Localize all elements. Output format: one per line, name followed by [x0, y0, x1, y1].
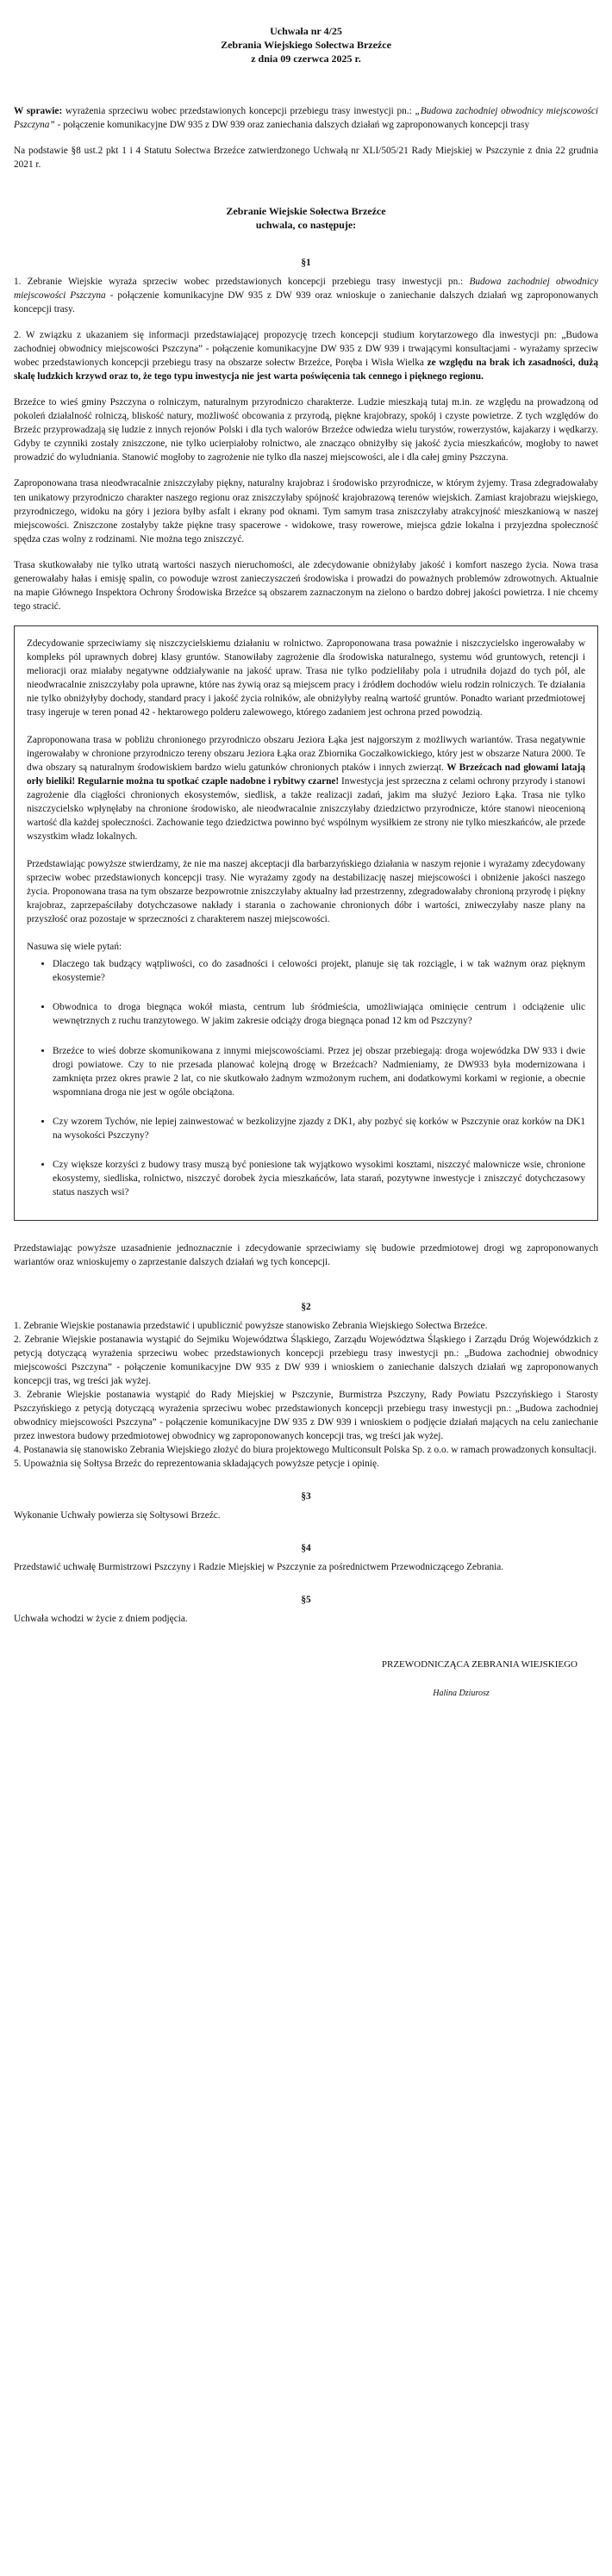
section-3-text: Wykonanie Uchwały powierza się Sołtysowi Brzeźc. — [14, 1510, 221, 1521]
subject-label: W sprawie: — [14, 105, 63, 116]
list-item: • Dlaczego tak budzący wątpliwości, co do zasadności i celowości projekt, planuje się tak rozciągle, i w tak ważnym oraz pięknym ekosystemie? — [53, 957, 585, 985]
section-3-mark: §3 — [301, 1491, 311, 1503]
section-2-items — [14, 1319, 598, 1471]
investment-name: „Budowa zachodniej obwodnicy miejscowości Pszczyna” — [14, 105, 598, 130]
legal-basis: Na podstawie §8 ust.2 pkt 1 i 4 Statutu Sołectwa Brzeźce zatwierdzonego Uchwałą nr XLI/505/21 Rady Miejskiej w Pszczynie z dnia 22 grudnia 2021 r. — [14, 145, 598, 170]
issuing-body: Zebrania Wiejskiego Sołectwa Brzeźce — [221, 39, 391, 52]
section-5-text: Uchwała wchodzi w życie z dniem podjęcia. — [14, 1614, 188, 1625]
resolution-date: z dnia 09 czerwca 2025 r. — [251, 53, 361, 65]
list-item: • Obwodnica to droga biegnąca wokół miasta, centrum lub śródmieścia, umożliwiająca ominięcie centrum i odciążenie ulic wewnętrznych z ruchu tranzytowego. W jakim zakresie odciąży droga biegnąca ponad 12 km od Pszczyny? — [53, 1000, 585, 1028]
s1-p2-text: 2. W związku z ukazaniem się informacji przedstawiającej propozycję trzech koncepcji studium korytarzowego dla inwestycji pn: „Budowa zachodniej obwodnicy miejscowości Pszczyna” - połączenie komunikacyjne DW 935 z DW 939 i trwającymi konsultacjami - wyrażamy sprzeciw wobec przedstawionych koncepcji przebiegu trasy na obszarze sołectw Brzeźce, Poręba i Wisła Wielka — [14, 330, 598, 369]
section-1-mark: §1 — [301, 258, 311, 269]
resolves-line2: uchwala, co następuje: — [255, 218, 357, 231]
box-p2-text: Zaproponowana trasa w pobliżu chronionego przyrodniczo obszaru Jeziora Łąka jest najgorszym z możliwych wariantów. Trasa negatywnie ingerowałaby w chronione przyrodniczo tereny obszaru Jeziora Łąka oraz Zbiornika Goczałkowickiego, który jest w obszarze Natura 2000. Te dwa obszary są naturalnym środowiskiem bardzo wielu gatunków chronionych ptaków i innych zwierząt. — [27, 734, 585, 773]
signature-name: Halina Dziurosz — [433, 1689, 490, 1699]
section-4-mark: §4 — [301, 1543, 311, 1554]
box-paragraph-statement: Przedstawiając powyższe stwierdzamy, że nie ma naszej akceptacji dla barbarzyńskiego działania w naszym rejonie i wyrażamy zdecydowany sprzeciw wobec przedstawionych koncepcji trasy. Nie wyrażamy zgody na destabilizację naszej miejscowości i obniżenie jakości naszego życia. Proponowana trasa na tym obszarze bezpowrotnie zniszczyłaby aktualny ład przestrzenny, zdegradowałaby chronioną przyrodę i piękny krajobraz, zaprzepaściłaby dotychczasowe nakłady i starania o zachowanie chronionych dóbr i wartości, zniweczyłaby nasze plany na przyszłość oraz pozostaje w sprzeczności z charakterem naszej miejscowości. — [27, 859, 585, 925]
section-2-mark: §2 — [301, 1301, 311, 1312]
section-1-point-1 — [14, 275, 598, 316]
list-item: • Brzeźce to wieś dobrze skomunikowana z innymi miejscowościami. Przez jej obszar przebiegają: droga wojewódzka DW 933 i dwie drogi powiatowe. Czy to nie przesada planować kolejną drogę w Brzeźcach? Nadmieniamy, że DW933 była modernizowana i zamknięta przez okres prawie 2 lat, co nie skutkowało żadnym wzmożonym ruchem, ani dodatkowymi korkami w regionie, a obecnie wspomniana droga nie jest w ogóle obciążona. — [53, 1044, 585, 1099]
resolves-line1: Zebranie Wiejskie Sołectwa Brzeźce — [226, 204, 386, 217]
list-item: 4. Postanawia się stanowisko Zebrania Wiejskiego złożyć do biura projektowego Multiconsult Polska Sp. z o.o. w ramach prowadzonych konsultacji. — [14, 1445, 597, 1456]
section-4-text: Przedstawić uchwałę Burmistrzowi Pszczyny i Radzie Miejskiej w Pszczynie za pośrednictwem Przewodniczącego Zebrania. — [14, 1562, 504, 1573]
resolution-number: Uchwała nr 4/25 — [270, 25, 342, 37]
section-1-paragraph-property: Trasa skutkowałaby nie tylko utratą wartości naszych nieruchomości, ale zdecydowanie obniżyłaby jakość i komfort naszego życia. Nowa trasa generowałaby hałas i emisję spalin, co powoduje wzrost zanieczyszczeń środowiska i prowadzi do poważnych problemów zdrowotnych. Aktualnie na mapie Głównego Inspektora Ochrony Środowiska Brzeźce są obszarem zaznaczonym na zielono o bardzo dobrej jakości powietrza. I nie chcemy tego stracić. — [14, 559, 598, 612]
list-item: 1. Zebranie Wiejskie postanawia przedstawić i upublicznić powyższe stanowisko Zebrania Wiejskiego Sołectwa Brzeźce. — [14, 1320, 488, 1331]
s1-p1-investment: Budowa zachodniej obwodnicy miejscowości Pszczyna — [14, 277, 598, 302]
box-paragraph-nature — [27, 733, 585, 843]
box-paragraph-agriculture: Zdecydowanie sprzeciwiamy się niszczycielskiemu działaniu w rolnictwo. Zaproponowana trasa poważnie i niszczycielsko ingerowałaby w kompleks pól uprawnych dobrej klasy gruntów. Stanowiłaby zagrożenie dla środowiska naturalnego, systemu wód gruntowych, retencji i melioracji oraz miałaby negatywne oddziaływanie na jakość upraw. Trasa nie tylko podzieliłaby pola i utrudniła dojazd do tych pól, ale nieodwracalnie zniszczyłaby pola uprawne, które nas żywią oraz są miejscem pracy i źródłem dochodów wielu rodzin rolniczych. Te działania nie tylko obniżyłyby dochody, standard pracy i jakość życia rolników, ale obniżyłyby realną wartość gruntów. Ponadto wariant przedmiotowej trasy ingeruje w teren ponad 42 - hektarowego polderu zalewowego, którego zadaniem jest ochrona przed powodzią. — [27, 638, 585, 718]
box-p2-emphasis: W Brzeźcach nad głowami latają orły bieliki! Regularnie można tu spotkać czaple nadobne i rybitwy czarne! — [27, 762, 585, 787]
section-1-point-2 — [14, 328, 598, 383]
list-item: 3. Zebranie Wiejskie postanawia wystąpić do Rady Miejskiej w Pszczynie, Burmistrza Pszczyny, Rady Powiatu Pszczyńskiego i Starosty Pszczyńskiego z petycją dotyczącą wyrażenia sprzeciwu wobec przedstawionych koncepcji przebiegu trasy inwestycji pn.: „Budowa zachodniej obwodnicy miejscowości Pszczyna” - połączenie komunikacyjne DW 935 z DW 939 i wnioskiem o podjęcie działań mających na celu zaniechanie przez inwestora budowy przedmiotowej obwodnicy wg zaproponowanych koncepcji tras, wg treści jak wyżej. — [14, 1390, 598, 1442]
subject-text-after: - połączenie komunikacyjne DW 935 z DW 939 oraz zaniechania dalszych działań wg zaproponowanych koncepcji trasy — [54, 119, 530, 130]
justification-box — [14, 625, 598, 1221]
list-item: • Czy wzorem Tychów, nie lepiej zainwestować w bezkolizyjne zjazdy z DK1, aby pozbyć się korków w Pszczynie oraz korków na DK1 na wysokości Pszczyny? — [53, 1115, 585, 1142]
signature-title: PRZEWODNICZĄCA ZEBRANIA WIEJSKIEGO — [381, 1659, 578, 1671]
s1-p1-text: 1. Zebranie Wiejskie wyraża sprzeciw wobec przedstawionych koncepcji przebiegu trasy inwestycji pn.: — [14, 277, 470, 288]
questions-list — [27, 957, 585, 1198]
subject-paragraph — [14, 104, 598, 132]
list-item: 2. Zebranie Wiejskie postanawia wystąpić do Sejmiku Województwa Śląskiego, Zarządu Województwa Śląskiego i Zarządu Dróg Wojewódzkich z petycją dotyczącą wyrażenia sprzeciwu wobec przedstawionych koncepcji przebiegu trasy inwestycji pn.: „Budowa zachodniej obwodnicy miejscowości Pszczyna” - połączenie komunikacyjne DW 935 z DW 939 i wnioskiem o zaniechanie dalszych działań wg zaproponowanych koncepcji tras, wg treści jak wyżej. — [14, 1334, 598, 1386]
section-1-paragraph-landscape: Zaproponowana trasa nieodwracalnie zniszczyłaby piękny, naturalny krajobraz i środowisko przyrodnicze, w którym żyjemy. Trasa zdegradowałaby ten unikatowy przyrodniczo charakter naszego regionu oraz zniszczyłaby spójność krajobrazową terenów wiejskich. Zamiast krajobrazu wiejskiego, przyrodniczego, widoku na góry i jeziora byłby asfalt i ekrany pod oknami. Tym samym trasa zniszczyłaby atrakcyjność mieszkaniową w naszej miejscowości. Zniszczone zostałyby także piękne trasy spacerowe - widokowe, trasy rowerowe, miejsca gdzie lokalna i przyjezdna społeczność spędza czas wolny z rodzinami. Nie można tego zniszczyć. — [14, 478, 598, 544]
section-1-paragraph-village: Brzeźce to wieś gminy Pszczyna o rolniczym, naturalnym przyrodniczo charakterze. Ludzie mieszkają tutaj m.in. ze względu na prowadzoną od pokoleń działalność rolniczą, bliskość natury, możliwość obcowania z przyrodą, piękne krajobrazy, spokój i czyste powietrze. Z tych względów do Brzeźc przyprowadzają się ludzie z innych rejonów Polski i dla tych walorów Brzeźce odwiedza wielu turystów, rowerzystów, kajakarzy i wędkarzy. Gdyby te czynniki zostały zniszczone, nie tylko ucierpiałoby rolnictwo, ale znacząco obniżyłby się jakość życia mieszkańców, mogłoby to nawet prowadzić do wyludniania. Stanowić mogłoby to zagrożenie nie tylko dla naszej miejscowości, ale i dla całej gminy Pszczyna. — [14, 397, 598, 464]
document-header — [14, 24, 598, 66]
resolves-heading — [14, 204, 598, 232]
list-item: • Czy większe korzyści z budowy trasy muszą być poniesione tak wyjątkowo wysokimi kosztami, niszczyć malownicze wsie, chronione ekosystemy, siedliska, rolnictwo, niszczyć dorobek życia mieszkańców, lata starań, pozytywne inwestycje i zniszczyć dotychczasowy status naszych wsi? — [53, 1158, 585, 1199]
section-5-mark: §5 — [301, 1595, 311, 1606]
box-p2-text-after: Inwestycja jest sprzeczna z celami ochrony przyrody i stanowi zagrożenie dla ciągłości chronionych ekosystemów, siedlisk, a także realizacji zadań, jakim ma służyć Jezioro Łąka. Trasa nie tylko niszczycielsko wpłynęłaby na chronione środowisko, ale nieodwracalnie zniszczyłaby dziedzictwo przyrodnicze, które stanowi nieocenioną wartość dla każdej społeczności. Zachowanie tego dziedzictwa powinno być wspólnym wysiłkiem ze strony nie tylko mieszkańców, ale przede wszystkim władz lokalnych. — [27, 776, 586, 843]
s1-p1-text-after: - połączenie komunikacyjne DW 935 z DW 939 oraz wnioskuje o zaniechanie dalszych działań wg zaproponowanych koncepcji trasy. — [14, 290, 598, 315]
s1-p2-emphasis: ze względu na brak ich zasadności, dużą skalę ludzkich krzywd oraz to, że tego typu inwestycja nie jest warta poświęcenia tak cennego i pięknego regionu. — [14, 358, 598, 383]
list-item: 5. Upoważnia się Sołtysa Brzeźc do reprezentowania składających powyższe petycje i opinię. — [14, 1459, 379, 1470]
subject-text-before: wyrażenia sprzeciwu wobec przedstawionych koncepcji przebiegu trasy inwestycji pn.: — [62, 105, 415, 116]
questions-intro: Nasuwa się wiele pytań: — [27, 942, 122, 953]
after-box-paragraph: Przedstawiając powyższe uzasadnienie jednoznacznie i zdecydowanie sprzeciwiamy się budowie przedmiotowej drogi wg zaproponowanych wariantów oraz wnioskujemy o zaprzestanie dalszych działań wg tych koncepcji. — [14, 1242, 598, 1267]
